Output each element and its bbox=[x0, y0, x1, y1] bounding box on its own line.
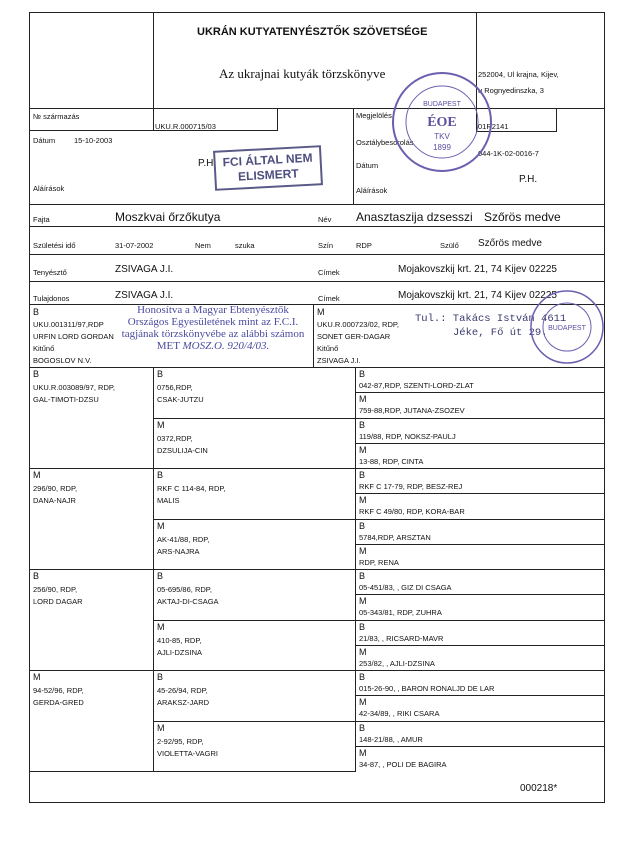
gen3-text: 148-21/88, , AMUR bbox=[359, 735, 423, 744]
sire-name: URFIN LORD GORDAN bbox=[33, 332, 114, 341]
breeder-address-label: Címek bbox=[318, 268, 340, 277]
gen3-text: RKF C 49/80, RDP, KORA-BAR bbox=[359, 507, 465, 516]
gen3-row-divider bbox=[355, 746, 605, 747]
gen2-row-divider bbox=[153, 670, 356, 671]
gen3-cell bbox=[359, 420, 456, 441]
breed-label: Fajta bbox=[33, 215, 50, 224]
gen1-cell bbox=[33, 571, 83, 606]
breed-line bbox=[29, 226, 605, 227]
dam-breeder-label: Kitűnő bbox=[317, 344, 339, 353]
gen2-row-divider bbox=[153, 620, 356, 621]
right-info-divider bbox=[353, 108, 354, 204]
gen3-row-divider bbox=[355, 544, 605, 545]
gen2-sex: B bbox=[157, 369, 164, 379]
gen3-text: 13-88, RDP, CINTA bbox=[359, 457, 424, 466]
gen3-cell bbox=[359, 748, 447, 769]
gen3-sex: B bbox=[359, 723, 366, 733]
pedigree-bottom-line bbox=[29, 771, 356, 772]
gen1-cell bbox=[33, 369, 115, 404]
remark-value: 01R2141 bbox=[478, 122, 509, 131]
gen2-row-divider bbox=[153, 519, 356, 520]
color-value: RDP bbox=[356, 241, 372, 250]
gen3-cell bbox=[359, 647, 435, 668]
right-date-label: Dátum bbox=[356, 161, 379, 170]
address-line-2: u Rognyedinszka, 3 bbox=[478, 86, 544, 95]
gen3-cell bbox=[359, 521, 431, 542]
gen1-sex: M bbox=[33, 672, 41, 682]
gen3-text: 119/88, RDP, NOKSZ-PAULJ bbox=[359, 432, 456, 441]
gen3-sex: M bbox=[359, 697, 367, 707]
frame-bottom bbox=[29, 802, 605, 803]
gen3-cell bbox=[359, 697, 439, 718]
class-value: 044-1K-02-0016-7 bbox=[478, 149, 539, 158]
gen2-sex: B bbox=[157, 470, 164, 480]
breeder-value: ZSIVAGA J.I. bbox=[115, 264, 174, 275]
gen3-row-divider bbox=[355, 721, 605, 722]
gen3-cell bbox=[359, 571, 452, 592]
breed-value: Moszkvai őrzőkutya bbox=[115, 210, 221, 224]
fci-stamp-line-2: ELISMERT bbox=[237, 166, 300, 184]
gen3-sex: B bbox=[359, 470, 366, 480]
second-stamp-city: BUDAPEST bbox=[548, 325, 586, 332]
gen1-cell bbox=[33, 470, 77, 505]
info-bottom-line bbox=[29, 204, 605, 205]
honorization-line-3: tagjának törzskönyvébe az alábbi számon bbox=[121, 328, 305, 340]
reg-no-divider bbox=[277, 108, 278, 131]
gen3-sex: M bbox=[359, 394, 367, 404]
gen3-sex: B bbox=[359, 369, 366, 379]
birth-value: 31-07-2002 bbox=[115, 241, 154, 250]
registry-subtitle: Az ukrajnai kutyák törzskönyve bbox=[219, 66, 386, 81]
sire-reg: UKU.001311/97,RDP bbox=[33, 320, 104, 329]
sex-value: szuka bbox=[235, 241, 255, 250]
right-signatures-label: Aláírások bbox=[356, 186, 388, 195]
gen3-row-divider bbox=[355, 695, 605, 696]
address-line-1: 252004, Ul krajna, Kijev, bbox=[478, 70, 559, 79]
remark-box-right bbox=[556, 108, 557, 132]
gen2-reg: 45-26/94, RDP, bbox=[157, 686, 208, 695]
dam-breeder: ZSIVAGA J.I. bbox=[317, 356, 361, 365]
gen2-name: AJLI-DZSINA bbox=[157, 648, 203, 657]
gen1-sex: B bbox=[33, 571, 40, 581]
svg-text:ÉOE: ÉOE bbox=[427, 115, 457, 130]
gen3-sex: B bbox=[359, 521, 366, 531]
name-label: Név bbox=[318, 215, 332, 224]
left-ph: P.H. bbox=[198, 158, 217, 169]
reg-no-value: UKU.R.000715/03 bbox=[155, 122, 216, 131]
gen3-row-divider bbox=[355, 620, 605, 621]
gen2-cell bbox=[157, 369, 204, 404]
gen3-text: 05-451/83, , GIZ DI CSAGA bbox=[359, 583, 452, 592]
owner-stamp-line-2: Jéke, Fő út 29. bbox=[453, 327, 548, 339]
gen3-cell bbox=[359, 445, 423, 466]
gen3-row-divider bbox=[355, 493, 605, 494]
owner-address-label: Címek bbox=[318, 294, 340, 303]
gen3-sex: M bbox=[359, 647, 367, 657]
gen2-row-divider bbox=[153, 418, 356, 419]
breeder-label: Tenyésztő bbox=[33, 268, 67, 277]
gen3-cell bbox=[359, 622, 443, 643]
gen2-name: MALIS bbox=[157, 496, 180, 505]
gen2-sex: M bbox=[157, 622, 165, 632]
gen2-row-divider bbox=[153, 468, 356, 469]
dam-reg: UKU.R.000723/02, RDP, bbox=[317, 320, 399, 329]
dam-sex: M bbox=[317, 307, 325, 317]
gen3-text: 5784,RDP, ARSZTAN bbox=[359, 533, 431, 542]
sire-breeder-label: Kitűnő bbox=[33, 344, 55, 353]
gen2-cell bbox=[157, 622, 202, 657]
gen1-reg: 94-52/96, RDP, bbox=[33, 686, 84, 695]
color-label: Szín bbox=[318, 241, 334, 250]
breeder-address: Mojakovszkij krt. 21, 74 Kijev 02225 bbox=[398, 264, 557, 275]
gen3-cell bbox=[359, 369, 474, 390]
honorization-note bbox=[118, 304, 308, 352]
name-value: Anasztaszija dzsesszi bbox=[356, 210, 473, 224]
stamp-year: 1899 bbox=[433, 143, 451, 152]
gen1-name: GAL-TIMOTI-DZSU bbox=[33, 395, 99, 404]
owner-address: Mojakovszkij krt. 21, 74 Kijev 02225 bbox=[398, 290, 557, 301]
gen2-sex: M bbox=[157, 420, 165, 430]
association-round-stamp bbox=[390, 70, 494, 174]
stamp-city-text: BUDAPEST bbox=[423, 101, 461, 108]
gen2-cell bbox=[157, 521, 209, 556]
gen3-row-divider bbox=[355, 392, 605, 393]
gen2-name: CSAK-JUTZU bbox=[157, 395, 204, 404]
gen2-name: DZSULIJA-CIN bbox=[157, 446, 208, 455]
gen1-reg: 256/90, RDP, bbox=[33, 585, 78, 594]
owner-label: Tulajdonos bbox=[33, 294, 70, 303]
gen1-name: DANA-NAJR bbox=[33, 496, 76, 505]
gen2-reg: RKF C 114-84, RDP, bbox=[157, 484, 226, 493]
gen1-name: GERDA-GRED bbox=[33, 698, 84, 707]
gen3-cell bbox=[359, 495, 465, 516]
gen2-reg: 410-85, RDP, bbox=[157, 636, 202, 645]
class-label: Osztálybesorolás bbox=[356, 138, 414, 147]
gen3-text: 42-34/89, , RIKI CSARA bbox=[359, 709, 440, 718]
birth-label: Születési idő bbox=[33, 241, 76, 250]
gen3-row-divider bbox=[355, 519, 605, 520]
left-signatures-label: Aláírások bbox=[33, 184, 65, 193]
sex-label: Nem bbox=[195, 241, 211, 250]
second-round-stamp bbox=[528, 288, 606, 366]
gen2-cell bbox=[157, 571, 219, 606]
gen3-text: 253/82, , AJLI-DZSINA bbox=[359, 659, 435, 668]
gen3-sex: B bbox=[359, 571, 366, 581]
parents-bottom-line bbox=[29, 367, 605, 368]
gen3-row-divider bbox=[355, 468, 605, 469]
gen3-row-divider bbox=[355, 443, 605, 444]
gen2-reg: 0372,RDP, bbox=[157, 434, 193, 443]
gen3-sex: M bbox=[359, 445, 367, 455]
gen3-text: RDP, RENA bbox=[359, 558, 399, 567]
gen3-text: 042-87,RDP, SZENTI-LORD-ZLAT bbox=[359, 381, 474, 390]
gen3-sex: M bbox=[359, 546, 367, 556]
gen2-sex: M bbox=[157, 723, 165, 733]
gen2-sex: B bbox=[157, 571, 164, 581]
frame-right bbox=[604, 12, 605, 803]
gen3-text: RKF C 17-79, RDP, BESZ-REJ bbox=[359, 482, 463, 491]
gen1-cell bbox=[33, 672, 84, 707]
gen2-row-divider bbox=[153, 569, 356, 570]
owner-value: ZSIVAGA J.I. bbox=[115, 290, 174, 301]
owner-stamp-line-1: Tul.: Takács István 4611 bbox=[415, 313, 567, 325]
gen1-reg: UKU.R.003089/97, RDP, bbox=[33, 383, 115, 392]
gen2-reg: 0756,RDP, bbox=[157, 383, 193, 392]
honorization-line-1: Honosítva a Magyar Ebtenyésztők bbox=[137, 304, 289, 316]
gen2-sex: M bbox=[157, 521, 165, 531]
gen2-name: VIOLETTA-VAGRI bbox=[157, 749, 218, 758]
gen3-row-divider bbox=[355, 645, 605, 646]
gen2-sex: B bbox=[157, 672, 164, 682]
gen2-cell bbox=[157, 470, 226, 505]
honorization-met: MET bbox=[156, 340, 180, 352]
gen3-row-divider bbox=[355, 670, 605, 671]
origin-line bbox=[29, 130, 153, 131]
gen2-name: ARAKSZ-JARD bbox=[157, 698, 210, 707]
breeder-line bbox=[29, 281, 605, 282]
header-divider-left bbox=[153, 12, 154, 131]
gen3-sex: B bbox=[359, 420, 366, 430]
gen3-cell bbox=[359, 672, 494, 693]
right-ph: P.H. bbox=[519, 174, 538, 185]
gen3-sex: M bbox=[359, 748, 367, 758]
gen1-name: LORD DAGAR bbox=[33, 597, 83, 606]
name-value-2: Szőrös medve bbox=[484, 210, 561, 224]
gen2-reg: 05-695/86, RDP, bbox=[157, 585, 212, 594]
stamp-tkv: TKV bbox=[434, 132, 450, 141]
registry-title: UKRÁN KUTYATENYÉSZTŐK SZÖVETSÉGE bbox=[197, 26, 428, 38]
gen1-row-divider bbox=[29, 569, 154, 570]
gen2-reg: AK-41/88, RDP, bbox=[157, 535, 210, 544]
gen3-sex: B bbox=[359, 672, 366, 682]
gen3-row-divider bbox=[355, 594, 605, 595]
honorization-number: MOSZ.O. 920/4/03. bbox=[182, 340, 270, 352]
sire-sex: B bbox=[33, 307, 40, 317]
gen3-cell bbox=[359, 394, 465, 415]
parents-divider bbox=[313, 304, 314, 367]
serial-number: 000218* bbox=[520, 783, 558, 794]
gen2-name: AKTAJ-DI-CSAGA bbox=[157, 597, 219, 606]
gen2-name: ARS-NAJRA bbox=[157, 547, 200, 556]
gen1-row-divider bbox=[29, 468, 154, 469]
gen3-text: 34-87, , POLI DE BAGIRA bbox=[359, 760, 447, 769]
header-bottom-line bbox=[29, 108, 605, 109]
gen2-row-divider bbox=[153, 721, 356, 722]
fci-stamp-line-1: FCI ÁLTAL NEM bbox=[222, 150, 313, 170]
dam-name: SONET GER-DAGAR bbox=[317, 332, 391, 341]
gen3-text: 05-343/81, RDP, ZUHRA bbox=[359, 608, 442, 617]
gen2-cell bbox=[157, 672, 209, 707]
gen3-text: 21/83, , RICSARD-MAVR bbox=[359, 634, 444, 643]
gen3-cell bbox=[359, 470, 462, 491]
fci-not-recognized-stamp bbox=[213, 145, 323, 191]
gen1-sex: B bbox=[33, 369, 40, 379]
gen1-reg: 296/90, RDP, bbox=[33, 484, 78, 493]
sire-breeder: BOGOSLOV N.V. bbox=[33, 356, 92, 365]
date-value: 15-10-2003 bbox=[74, 136, 113, 145]
honorization-line-2: Országos Egyesületének mint az F.C.I. bbox=[127, 316, 299, 328]
gen3-cell bbox=[359, 596, 442, 617]
gen2-cell bbox=[157, 723, 218, 758]
gen3-text: 015-26-90, , BARON RONALJD DE LAR bbox=[359, 684, 495, 693]
birth-line bbox=[29, 254, 605, 255]
gen2-reg: 2-92/95, RDP, bbox=[157, 737, 204, 746]
gen3-row-divider bbox=[355, 569, 605, 570]
gen3-sex: B bbox=[359, 622, 366, 632]
gen2-cell bbox=[157, 420, 208, 455]
frame-top bbox=[29, 12, 605, 13]
origin-label: № származás bbox=[33, 112, 80, 121]
date-label: Dátum bbox=[33, 136, 56, 145]
gen3-sex: M bbox=[359, 596, 367, 606]
gen3-row-divider bbox=[355, 418, 605, 419]
gen1-sex: M bbox=[33, 470, 41, 480]
owner-line bbox=[29, 304, 605, 305]
gen3-cell bbox=[359, 723, 423, 744]
gen1-row-divider bbox=[29, 670, 154, 671]
gen3-cell bbox=[359, 546, 399, 567]
parent-label: Szülő bbox=[440, 241, 459, 250]
parent-value: Szőrös medve bbox=[478, 238, 542, 249]
gen3-sex: M bbox=[359, 495, 367, 505]
gen3-text: 759-88,RDP, JUTANA-ZSOZEV bbox=[359, 406, 465, 415]
remark-label: Megjelölés bbox=[356, 111, 392, 120]
